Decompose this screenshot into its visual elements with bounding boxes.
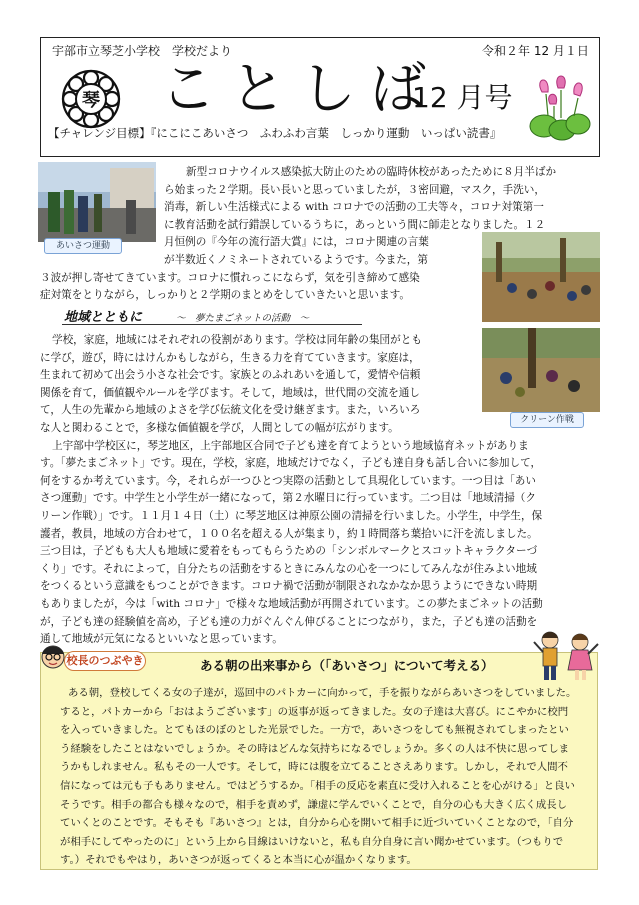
section-underline (62, 324, 362, 325)
text-line: ある朝，登校してくる女の子達が，巡回中のパトカーに向かって，手を振りながらあいさつをしていました。 (68, 687, 577, 699)
community-paragraph (40, 332, 543, 649)
text-line: さつ運動」です。中学生と小学生が一緒になって，第２水曜日に行っています。二つ目は「地域清掃（ク (40, 492, 536, 505)
principal-text (60, 684, 576, 870)
issue-date: 令和２年 12 月１日 (482, 44, 589, 58)
text-line: そうです。相手の都合も様々なので，相手を責めず，謙虚に学んでいくことで，自分の心も大きく広く成長し (60, 798, 568, 811)
section-heading: 地域とともに (64, 310, 143, 325)
text-line: 何をするか考えています。今，それらが一つひとつ実際の活動として具現化しています。一つ目は「あい (40, 474, 536, 487)
text-line: ていくとのことです。そもそも『あいさつ』とは，自分から心を開いて相手に近づいていくことなので，「自分 (60, 817, 574, 830)
text-line: 三つ目は，子どもも大人も地域に愛着をもってもらうための「シンボルマークとスコットキャラクターづ (40, 545, 538, 558)
text-line: うかもしれません。私もその一人です。そして，時には腹を立てることさえあります。しかし，それで人間不 (60, 761, 568, 774)
text-line: に教育活動を試行錯誤しているうちに，あっという間に師走となりました。１２ (164, 218, 546, 231)
text-line: 学校，家庭，地域にはそれぞれの役割があります。学校は同年齢の集団がとも (52, 334, 422, 346)
challenge-goal: 【チャレンジ目標】『にこにこあいさつ ふわふわ言葉 しっかり運動 いっぱい読書』 (48, 126, 502, 140)
text-line: が相手にしてやったのに」という上から目線はいけないと，私も自分自身に言い聞かせています。（つもりで (60, 835, 564, 848)
text-line: ら始まった２学期。長い長いと思っていましたが，３密回避，マスク，手洗い， (164, 183, 545, 196)
section-subheading: ～ 夢たまごネットの活動 ～ (176, 313, 310, 324)
school-name: 宇部市立琴芝小学校 学校だより (52, 44, 233, 58)
text-line: が，子ども達の経験値を高め，子ども達の力がぐんぐん伸びることにつながり，また，子ども達の活動を (40, 615, 538, 628)
text-line: が半数近くノミネートされているようです。今また，第 (164, 253, 428, 266)
text-line: 関係を育て，価値観やルールを学びます。そして，地域は，世代間の交流を通し (40, 386, 420, 399)
text-line: 信になっては元も子もありません。ではどうするか。「相手の反応を素直に受け入れることを心がける」と良い (60, 779, 575, 792)
caption-park-cleanup: クリーン作戦 (510, 412, 584, 428)
text-line: 新型コロナウイルス感染拡大防止のための臨時休校があったために８月半ばか (186, 166, 557, 178)
text-line: 月恒例の『今年の流行語大賞』には，コロナ関連の言葉 (164, 236, 429, 249)
text-line: 護者，教員，地域の方合わせて，１００名を超える人が集まり，約１時間落ち葉拾いに汗を流しました。 (40, 527, 538, 540)
text-line: 消毒，新しい生活様式による with コロナでの活動の工夫等々，コロナ対策第一 (164, 201, 544, 214)
text-line: に学び，遊び，時にはけんかもしながら，生きる力を育てていきます。家庭は， (40, 351, 420, 364)
emblem-letter: 琴 (82, 90, 100, 111)
intro-paragraph (40, 164, 556, 305)
school-emblem-icon (60, 68, 122, 130)
text-line: すると，パトカーから「おはようございます」の返事が返ってきました。女の子達は大喜び。にこやかに校門 (60, 705, 569, 718)
text-line: 上宇部中学校区に，琴芝地区，上宇部地区合同で子ども達を育てようという地域協育ネットがありま (52, 439, 529, 452)
text-line: ３波が押し寄せてきています。コロナに慣れっこにならず，気を引き締めて感染 (40, 271, 420, 284)
text-line: リーン作戦）」です。１１月１４日（土）に琴芝地区は神原公園の清掃を行いました。小学生，中学生，保 (40, 509, 543, 522)
text-line: 症対策をとりながら，しっかりと２学期のまとめをしていきたいと思います。 (40, 289, 410, 302)
text-line: もありましたが，今は「with コロナ」で様々な地域活動が再開されています。この夢たまごネットの活動 (40, 597, 543, 610)
principal-heading: ある朝の出来事から（「あいさつ」について考える） (200, 658, 494, 673)
text-line: 通して地域が元気になるといいなと思っています。 (40, 633, 283, 646)
text-line: くり」です。それによって，自分たちの活動をするときにみんなの心を一つにしてみんなが住みよい地域 (40, 562, 537, 575)
principal-corner-tab: 校長のつぶやき (64, 651, 146, 671)
text-line: う経験をしたことはないでしょうか。その時はどんな気持ちになるでしょうか。多くの人は不快に思ってしま (60, 742, 570, 755)
text-line: な人と関わることで，多様な価値観を学び，人間としての幅が広がります。 (40, 421, 399, 434)
principal-face-icon (40, 642, 66, 672)
text-line: す。）それでもやはり，あいさつが返ってくると本当に心が温かくなります。 (60, 854, 417, 867)
text-line: を入っていきました。とてもほのぼのとした光景でした。一方で，あいさつをしても無視されてしまったとい (60, 724, 569, 737)
children-waving-illustration (532, 628, 600, 684)
newsletter-title: ことしば (160, 57, 440, 122)
text-line: す。「夢たまごネット」です。現在，学校，家庭，地域だけでなく，子ども達自身も話し合いに参加して， (40, 457, 542, 470)
caption-greeting-campaign: あいさつ運動 (44, 238, 122, 254)
text-line: をつくるという意識をもつことができます。コロナ禍で活動が制限されなかなか思うようにできない時期 (40, 580, 538, 593)
text-line: て，人生の先輩から地域のよさを学び伝統文化を受け継ぎます。また，いろいろ (40, 404, 421, 417)
issue-label: 12 月号 (412, 81, 513, 114)
text-line: 生まれて初めて出会う小さな社会です。家族とのふれあいを通して，愛情や信頼 (40, 369, 421, 382)
